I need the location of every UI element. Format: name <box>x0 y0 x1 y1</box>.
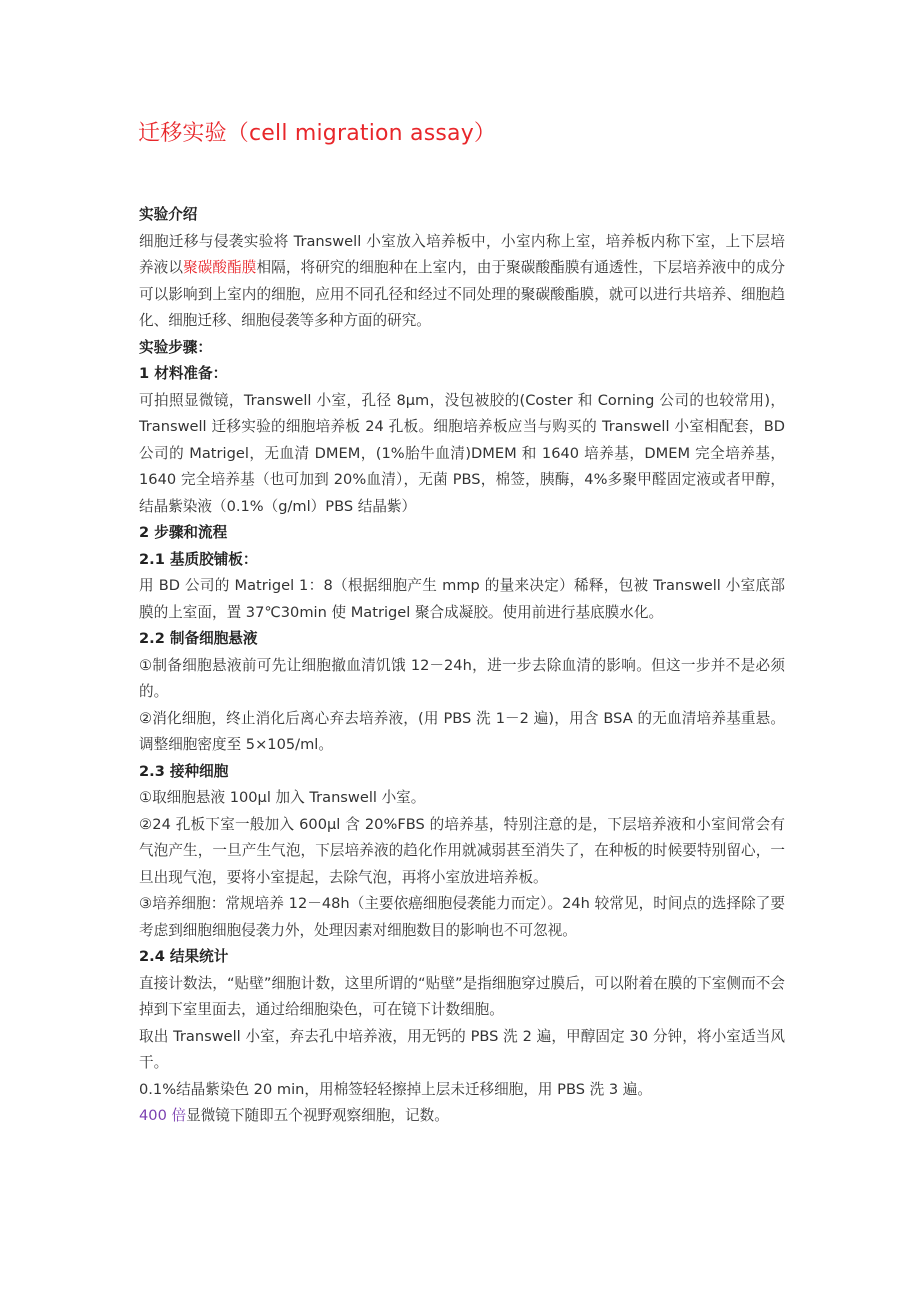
matrigel-coating-heading: 2.1 基质胶铺板： <box>139 550 258 568</box>
results-paragraph-1: 直接计数法，“贴壁”细胞计数，这里所谓的“贴壁”是指细胞穿过膜后，可以附着在膜的下室侧而不会掉到下室里面去，通过给细胞染色，可在镜下计数细胞。 <box>139 974 785 1018</box>
cell-suspension-step-1: ①制备细胞悬液前可先让细胞撤血清饥饿 12－24h，进一步去除血清的影响。但这一步并不是必须的。 <box>139 656 785 700</box>
matrigel-coating-paragraph: 用 BD 公司的 Matrigel 1：8（根据细胞产生 mmp 的量来决定）稀释，包被 Transwell 小室底部膜的上室面，置 37℃30min 使 Matrigel 聚合成凝胶。使用前进行基底膜水化。 <box>139 577 785 621</box>
cell-seeding-heading: 2.3 接种细胞 <box>139 762 229 780</box>
intro-heading: 实验介绍 <box>139 206 198 223</box>
materials-heading: 1 材料准备： <box>139 365 228 382</box>
results-paragraph-4 <box>139 1103 785 1130</box>
steps-heading: 实验步骤： <box>139 338 212 356</box>
procedure-heading: 2 步骤和流程 <box>139 524 228 541</box>
cell-seeding-step-1: ①取细胞悬液 100μl 加入 Transwell 小室。 <box>139 789 426 806</box>
results-paragraph-4-text: 显微镜下随即五个视野观察细胞，记数。 <box>186 1107 449 1124</box>
materials-paragraph: 可拍照显微镜，Transwell 小室，孔径 8μm，没包被胶的(Coster 和 Corning 公司的也较常用)，Transwell 迁移实验的细胞培养板 24 孔板。细胞培养板应当与购买的 Transwell 小室相配套，BD 公司的 Matrigel，无血清 DMEM，(1%胎牛血清)DMEM 和 1640 培养基，DMEM 完全培养基，1640 完全培养基（也可加到 20%血清），无菌 PBS，棉签，胰酶，4%多聚甲醛固定液或者甲醇，结晶紫染液（0.1%（g/ml）PBS 结晶紫） <box>139 391 785 515</box>
magnification-link[interactable]: 400 倍 <box>139 1107 187 1124</box>
results-paragraph-3: 0.1%结晶紫染色 20 min，用棉签轻轻擦掉上层未迁移细胞，用 PBS 洗 3 遍。 <box>139 1080 652 1098</box>
cell-suspension-step-2: ②消化细胞，终止消化后离心弃去培养液，(用 PBS 洗 1－2 遍)，用含 BSA 的无血清培养基重悬。调整细胞密度至 5×105/ml。 <box>139 709 785 753</box>
results-heading: 2.4 结果统计 <box>139 948 229 965</box>
cell-suspension-heading: 2.2 制备细胞悬液 <box>139 630 258 647</box>
results-paragraph-2: 取出 Transwell 小室，弃去孔中培养液，用无钙的 PBS 洗 2 遍，甲醇固定 30 分钟，将小室适当风干。 <box>139 1027 785 1071</box>
intro-text-2: 相隔，将研究的细胞种在上室内，由于聚碳酸酯膜有通透性，下层培养液中的成分可以影响到上室内的细胞，应用不同孔径和经过不同处理的聚碳酸酯膜，就可以进行共培养、细胞趋化、细胞迁移、细胞侵袭等多种方面的研究。 <box>139 259 785 329</box>
intro-paragraph <box>139 229 785 335</box>
cell-seeding-step-2: ②24 孔板下室一般加入 600μl 含 20%FBS 的培养基，特别注意的是，下层培养液和小室间常会有气泡产生，一旦产生气泡，下层培养液的趋化作用就减弱甚至消失了，在种板的时候要特别留心，一旦出现气泡，要将小室提起，去除气泡，再将小室放进培养板。 <box>139 815 785 886</box>
document-body <box>139 202 785 1130</box>
document-title: 迁移实验（cell migration assay） <box>138 121 497 146</box>
polycarbonate-membrane-link[interactable]: 聚碳酸酯膜 <box>183 259 257 276</box>
cell-seeding-step-3: ③培养细胞：常规培养 12－48h（主要依癌细胞侵袭能力而定）。24h 较常见，时间点的选择除了要考虑到细胞细胞侵袭力外，处理因素对细胞数目的影响也不可忽视。 <box>139 895 785 939</box>
intro-text-1: 细胞迁移与侵袭实验将 Transwell 小室放入培养板中，小室内称上室，培养板内称下室，上下层培养液以 <box>139 232 785 276</box>
